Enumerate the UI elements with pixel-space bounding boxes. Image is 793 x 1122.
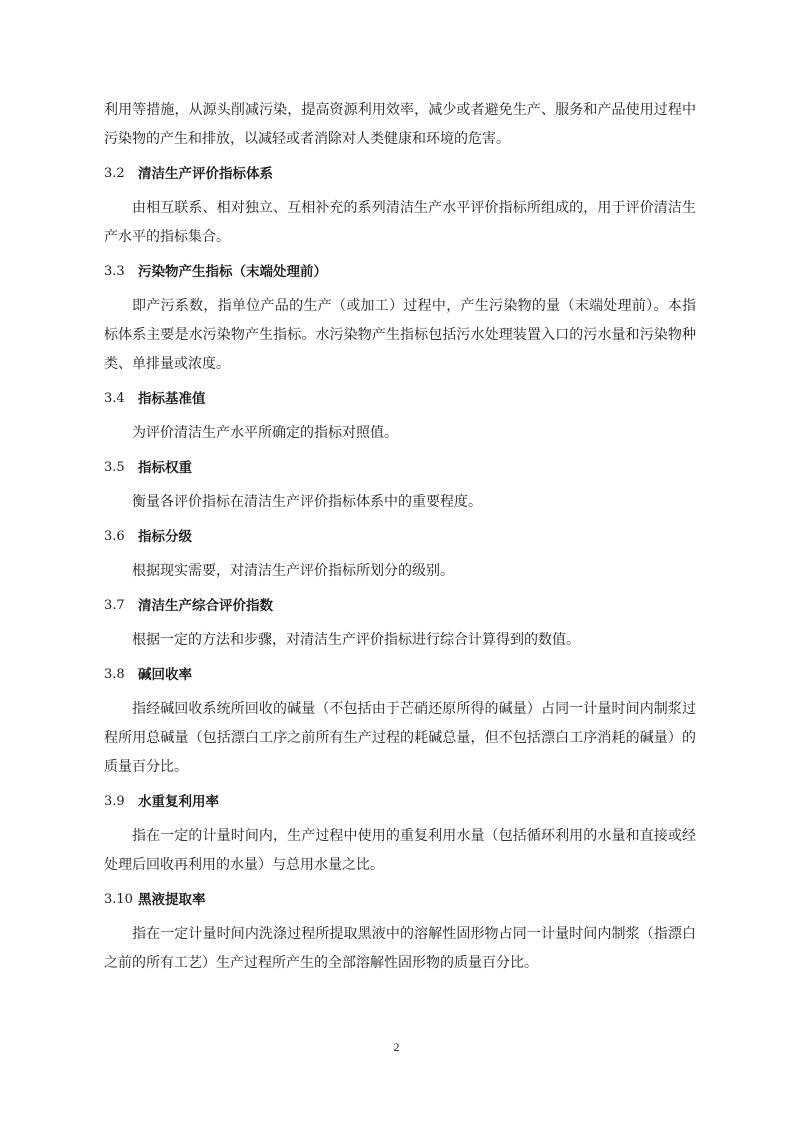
section-title: 黑液提取率 — [138, 892, 206, 908]
section-heading — [104, 665, 696, 685]
section-title: 清洁生产综合评价指数 — [138, 598, 273, 614]
section-number: 3.2 — [104, 166, 125, 181]
section-body: 指在一定的计量时间内，生产过程中使用的重复利用水量（包括循环利用的水量和直接或经处理后回收再利用的水量）与总用水量之比。 — [104, 828, 696, 873]
section-number: 3.8 — [104, 667, 125, 682]
section-3-7 — [104, 596, 696, 655]
section-title: 指标基准值 — [138, 391, 206, 407]
section-3-2 — [104, 164, 696, 252]
section-number: 3.7 — [104, 598, 125, 613]
page-number: 2 — [393, 1040, 400, 1054]
section-body: 根据一定的方法和步骤，对清洁生产评价指标进行综合计算得到的数值。 — [132, 632, 580, 648]
section-heading — [104, 890, 696, 910]
section-3-10 — [104, 890, 696, 978]
section-title: 清洁生产评价指标体系 — [138, 166, 273, 182]
section-3-5 — [104, 458, 696, 517]
section-heading — [104, 527, 696, 547]
section-body: 指经碱回收系统所回收的碱量（不包括由于芒硝还原所得的碱量）占同一计量时间内制浆过程所用总碱量（包括漂白工序之前所有生产过程的耗碱总量，但不包括漂白工序消耗的碱量）的质量百分比。 — [104, 701, 696, 775]
section-3-8 — [104, 665, 696, 782]
section-heading — [104, 458, 696, 478]
intro-paragraph: 利用等措施，从源头削减污染，提高资源利用效率，减少或者避免生产、服务和产品使用过程中污染物的产生和排放，以减轻或者消除对人类健康和环境的危害。 — [104, 102, 696, 147]
section-title: 污染物产生指标（末端处理前） — [138, 264, 327, 280]
section-title: 水重复利用率 — [138, 794, 219, 810]
section-title: 碱回收率 — [138, 667, 192, 683]
section-3-4 — [104, 389, 696, 448]
section-body: 衡量各评价指标在清洁生产评价指标体系中的重要程度。 — [132, 494, 482, 510]
section-number: 3.3 — [104, 264, 125, 279]
section-3-6 — [104, 527, 696, 586]
page-content — [104, 96, 696, 978]
section-number: 3.6 — [104, 529, 125, 544]
section-number: 3.10 — [104, 892, 133, 907]
section-heading — [104, 164, 696, 184]
section-number: 3.5 — [104, 460, 125, 475]
section-heading — [104, 596, 696, 616]
section-heading — [104, 389, 696, 409]
section-body: 为评价清洁生产水平所确定的指标对照值。 — [132, 425, 398, 441]
section-title: 指标权重 — [138, 460, 192, 476]
section-body: 即产污系数，指单位产品的生产（或加工）过程中，产生污染物的量（末端处理前）。本指标体系主要是水污染物产生指标。水污染物产生指标包括污水处理装置入口的污水量和污染物种类、单排量或浓度。 — [104, 298, 696, 372]
section-body: 根据现实需要，对清洁生产评价指标所划分的级别。 — [132, 563, 454, 579]
section-number: 3.9 — [104, 794, 125, 809]
section-3-3 — [104, 262, 696, 379]
section-title: 指标分级 — [138, 529, 192, 545]
section-3-9 — [104, 792, 696, 880]
section-number: 3.4 — [104, 391, 125, 406]
section-body: 指在一定计量时间内洗涤过程所提取黑液中的溶解性固形物占同一计量时间内制浆（指漂白之前的所有工艺）生产过程所产生的全部溶解性固形物的质量百分比。 — [104, 926, 696, 971]
section-heading — [104, 262, 696, 282]
section-heading — [104, 792, 696, 812]
section-body: 由相互联系、相对独立、互相补充的系列清洁生产水平评价指标所组成的，用于评价清洁生产水平的指标集合。 — [104, 200, 696, 245]
